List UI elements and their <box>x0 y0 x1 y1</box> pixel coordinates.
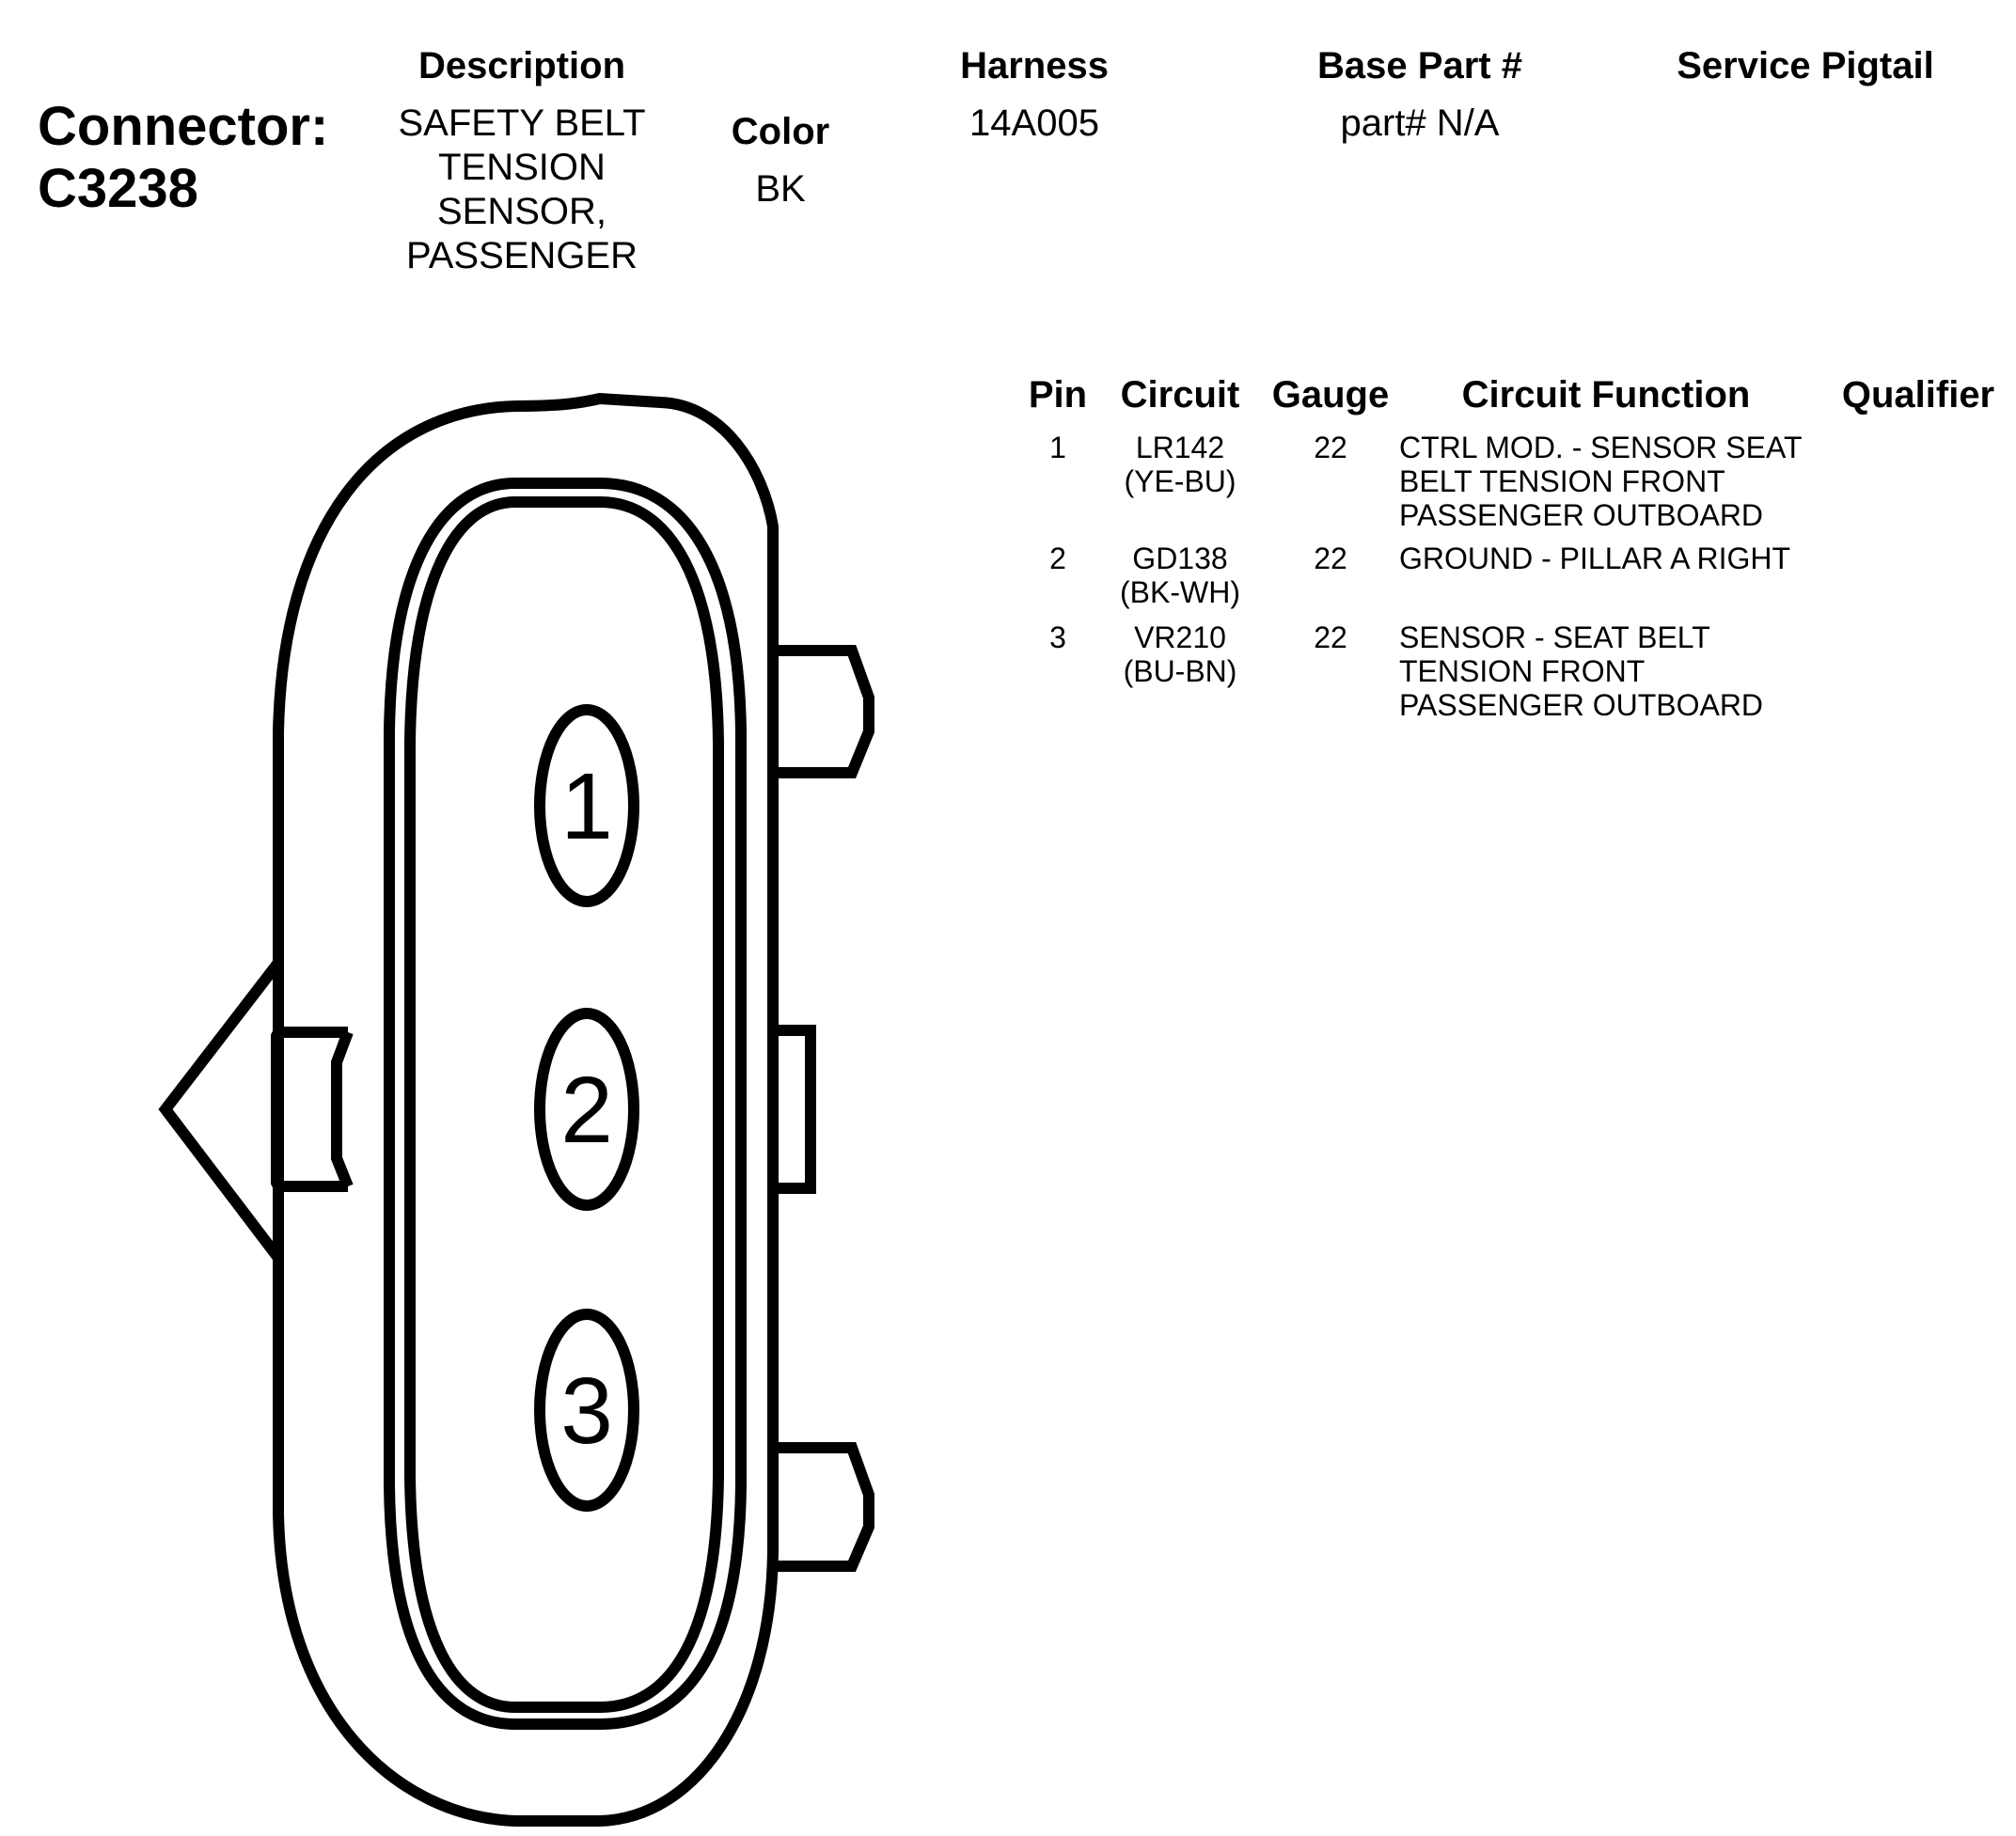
pin-cell: 3 <box>1049 620 1066 654</box>
function-line: PASSENGER OUTBOARD <box>1399 688 1764 722</box>
description-line: TENSION <box>438 147 606 188</box>
description-line: PASSENGER <box>406 235 638 276</box>
connector-label-prefix: Connector: <box>38 96 329 157</box>
connector-latch-tab-top <box>773 651 869 773</box>
qualifier-column-header: Qualifier <box>1841 374 1995 416</box>
connector-face-diagram <box>0 357 903 1836</box>
function-line: TENSION FRONT <box>1399 654 1646 688</box>
circuit-cell <box>1100 431 1260 498</box>
gauge-column-header: Gauge <box>1271 374 1390 416</box>
table-row <box>1016 431 2003 541</box>
pin-2-label: 2 <box>560 1058 613 1163</box>
description-line: SAFETY BELT <box>398 102 646 144</box>
circuit-function-cell <box>1399 620 1841 722</box>
description-header: Description <box>417 45 626 86</box>
circuit-cell <box>1100 620 1260 688</box>
pin-3-label: 3 <box>560 1358 613 1464</box>
pin-cell: 1 <box>1049 431 1066 464</box>
connector-side-rib <box>773 1030 811 1188</box>
gauge-cell: 22 <box>1314 541 1347 575</box>
function-line: CTRL MOD. - SENSOR SEAT <box>1399 431 1803 464</box>
function-line: BELT TENSION FRONT <box>1399 464 1725 498</box>
circuit-function-cell <box>1399 431 1841 532</box>
circuit-color: (BU-BN) <box>1123 654 1237 688</box>
description-value <box>334 102 710 278</box>
connector-id: C3238 <box>38 158 198 219</box>
color-value: BK <box>755 168 806 210</box>
color-header: Color <box>731 111 830 152</box>
connector-lock-arrow-outline <box>276 1032 278 1186</box>
circuit-code: LR142 <box>1135 431 1225 464</box>
pin-column-header: Pin <box>1028 374 1088 416</box>
harness-header: Harness <box>960 45 1109 86</box>
connector-latch-tab-bottom <box>773 1448 869 1566</box>
connector-label <box>38 96 328 220</box>
circuit-color: (YE-BU) <box>1124 464 1236 498</box>
pin-cell: 2 <box>1049 541 1066 575</box>
circuit-column-header: Circuit <box>1120 374 1240 416</box>
circuit-code: VR210 <box>1134 620 1226 654</box>
function-line: SENSOR - SEAT BELT <box>1399 620 1710 654</box>
circuit-function-column-header: Circuit Function <box>1461 374 1751 416</box>
table-row <box>1016 620 2003 731</box>
circuit-cell <box>1100 541 1260 609</box>
pin-1-label: 1 <box>560 754 613 859</box>
base-part-header: Base Part # <box>1317 45 1522 86</box>
description-line: SENSOR, <box>436 191 607 232</box>
base-part-value: part# N/A <box>1340 102 1500 144</box>
arrow-head <box>165 963 348 1258</box>
pin-table-header-row <box>1016 374 2003 431</box>
service-pigtail-header: Service Pigtail <box>1677 45 1934 86</box>
harness-value: 14A005 <box>969 102 1099 144</box>
table-row <box>1016 541 2003 620</box>
circuit-function-cell <box>1399 541 1841 575</box>
gauge-cell: 22 <box>1314 620 1347 654</box>
function-line: GROUND - PILLAR A RIGHT <box>1399 541 1791 575</box>
circuit-code: GD138 <box>1132 541 1228 575</box>
gauge-cell: 22 <box>1314 431 1347 464</box>
arrow-notch <box>337 1032 348 1186</box>
function-line: PASSENGER OUTBOARD <box>1399 498 1764 532</box>
pin-table <box>1016 374 2003 731</box>
circuit-color: (BK-WH) <box>1120 575 1240 609</box>
